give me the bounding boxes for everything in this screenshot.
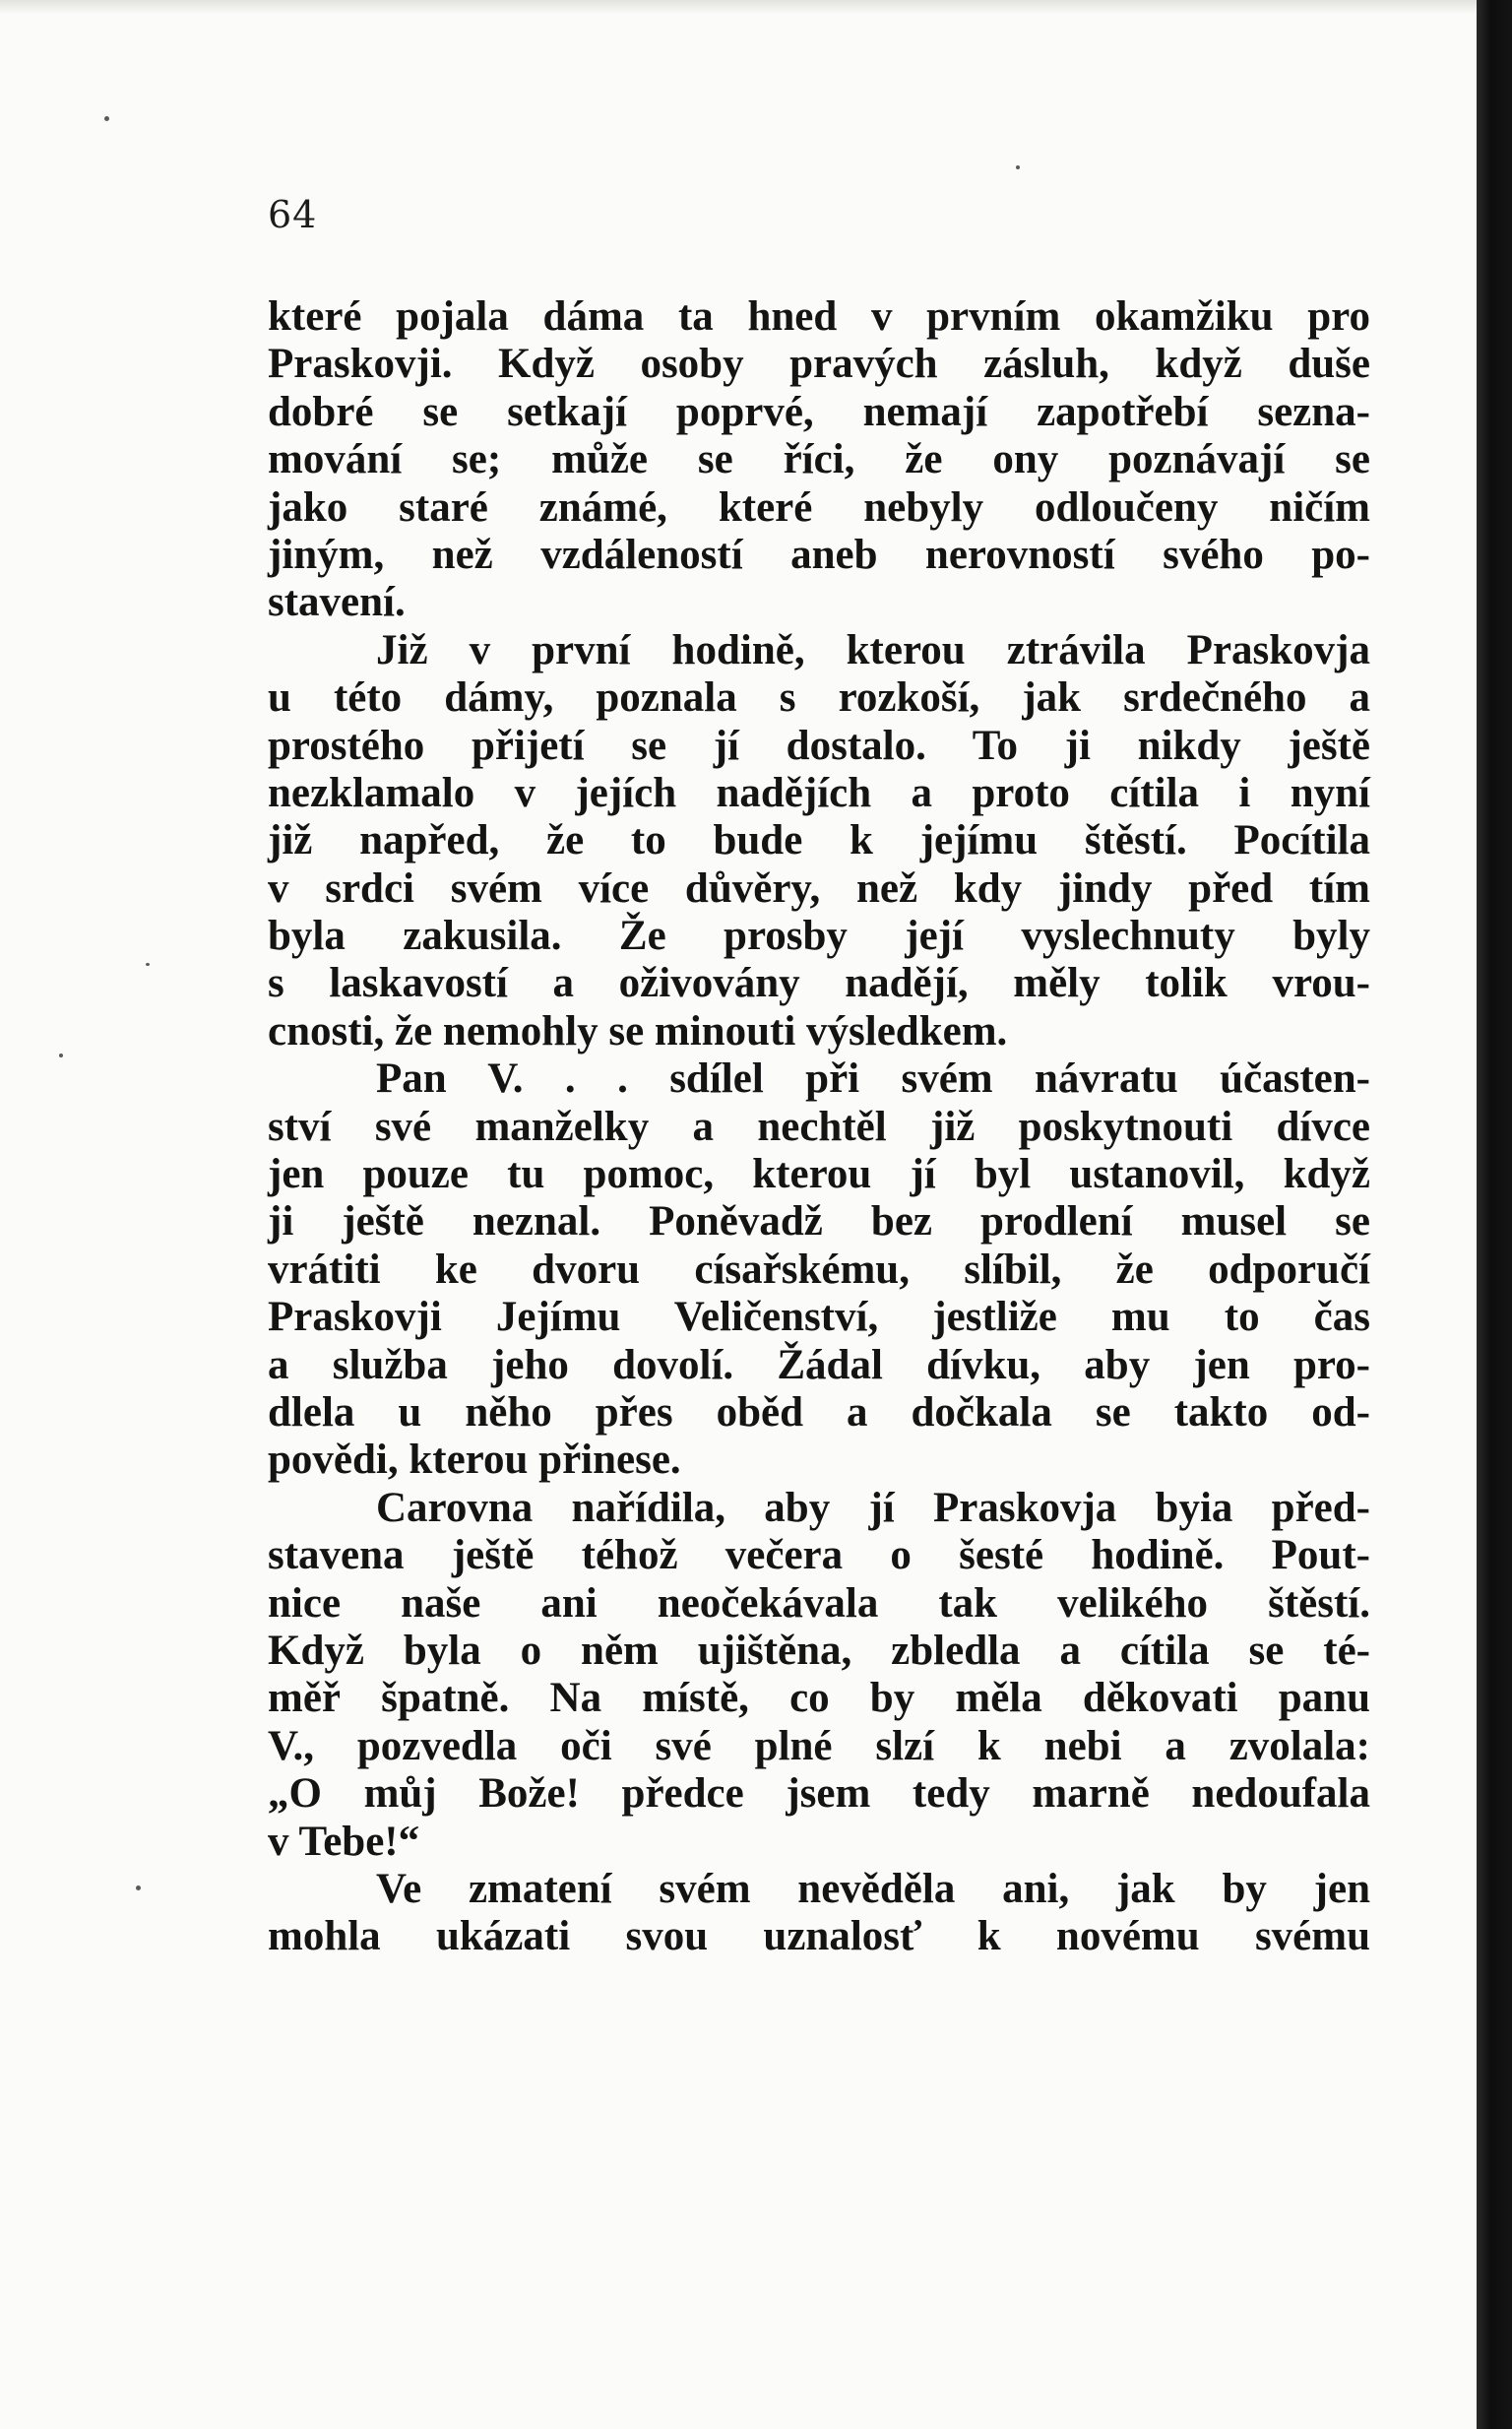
- text-line: Carovna nařídila, aby jí Praskovja byia před-: [376, 1484, 1370, 1531]
- page-top-edge: [0, 0, 1477, 14]
- text-line: mohla ukázati svou uznalosť k novému svému: [268, 1913, 1370, 1960]
- text-line: vrátiti ke dvoru císařskému, slíbil, že odporučí: [268, 1246, 1370, 1293]
- text-line: ji ještě neznal. Poněvadž bez prodlení musel se: [268, 1198, 1370, 1246]
- text-line: jen pouze tu pomoc, kterou jí byl ustanovil, když: [268, 1151, 1370, 1198]
- body-text: [268, 293, 1370, 1961]
- text-line: cnosti, že nemohly se minouti výsledkem.: [268, 1007, 1008, 1055]
- text-line: byla zakusila. Že prosby její vyslechnuty byly: [268, 913, 1370, 960]
- text-line: Když byla o něm ujištěna, zbledla a cítila se té-: [268, 1627, 1370, 1674]
- paper-speck: [59, 1054, 63, 1057]
- text-line: nice naše ani neočekávala tak velikého štěstí.: [268, 1579, 1370, 1627]
- text-line: a služba jeho dovolí. Žádal dívku, aby jen pro-: [268, 1341, 1370, 1388]
- text-line: „O můj Bože! předce jsem tedy marně nedoufala: [268, 1770, 1370, 1818]
- text-line: které pojala dáma ta hned v prvním okamžiku pro: [268, 293, 1370, 340]
- text-line: již napřed, že to bude k jejímu štěstí. Pocítila: [268, 817, 1370, 864]
- text-line: u této dámy, poznala s rozkoší, jak srdečného a: [268, 674, 1370, 722]
- text-line: prostého přijetí se jí dostalo. To ji nikdy ještě: [268, 722, 1370, 769]
- text-line: nezklamalo v jejích nadějích a proto cítila i nyní: [268, 769, 1370, 816]
- paper-speck: [1016, 165, 1020, 169]
- text-line: Ve zmatení svém nevěděla ani, jak by jen: [376, 1865, 1370, 1912]
- text-line: s laskavostí a oživovány nadějí, měly tolik vrou-: [268, 960, 1370, 1007]
- text-line: stavena ještě téhož večera o šesté hodině. Pout-: [268, 1532, 1370, 1579]
- paper-speck: [104, 116, 109, 121]
- text-line: Praskovji. Když osoby pravých zásluh, když duše: [268, 341, 1370, 388]
- text-line: mování se; může se říci, že ony poznávají se: [268, 436, 1370, 483]
- text-line: dlela u něho přes oběd a dočkala se takto od-: [268, 1388, 1370, 1436]
- text-line: Praskovji Jejímu Veličenství, jestliže mu to čas: [268, 1294, 1370, 1341]
- text-line: jiným, než vzdáleností aneb nerovností svého po-: [268, 531, 1370, 578]
- text-line: měř špatně. Na místě, co by měla děkovati panu: [268, 1675, 1370, 1722]
- paper-speck: [146, 963, 150, 966]
- text-line: dobré se setkají poprvé, nemají zapotřebí sezna-: [268, 388, 1370, 435]
- text-line: v srdci svém více důvěry, než kdy jindy před tím: [268, 864, 1370, 912]
- text-line: ství své manželky a nechtěl již poskytnouti dívce: [268, 1103, 1370, 1150]
- text-line: Pan V. . . sdílel při svém návratu účasten-: [376, 1055, 1370, 1103]
- book-spine-edge: [1477, 0, 1512, 2429]
- text-line: v Tebe!“: [268, 1818, 420, 1865]
- text-line: stavení.: [268, 579, 406, 626]
- text-line: povědi, kterou přinese.: [268, 1437, 681, 1484]
- text-line: Již v první hodině, kterou ztrávila Praskovja: [376, 626, 1370, 673]
- text-line: jako staré známé, které nebyly odloučeny ničím: [268, 483, 1370, 531]
- page-number: 64: [268, 193, 318, 236]
- paper-speck: [136, 1886, 141, 1890]
- text-line: V., pozvedla oči své plné slzí k nebi a zvolala:: [268, 1722, 1370, 1769]
